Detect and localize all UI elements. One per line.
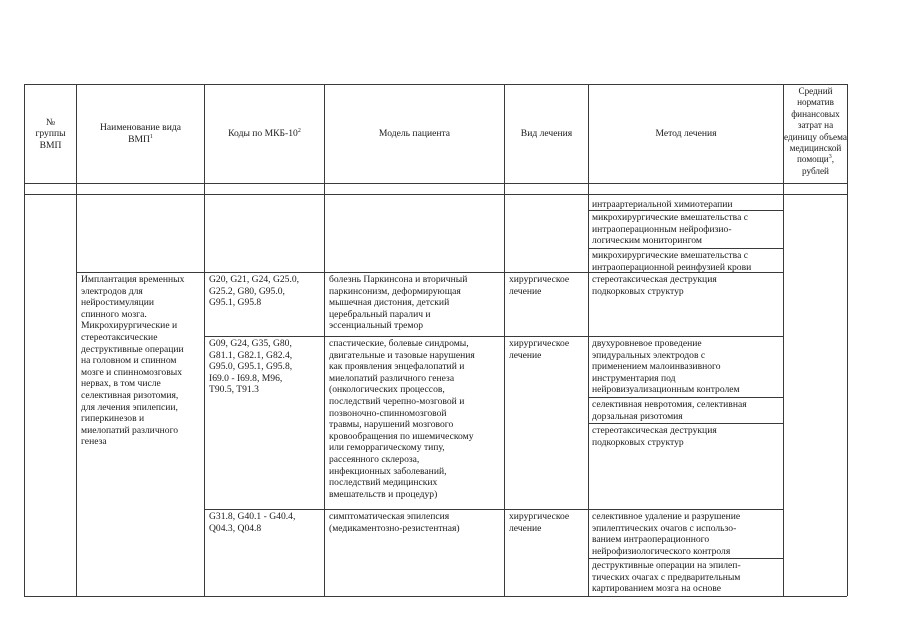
row-divider-group2 bbox=[204, 336, 783, 337]
icd-codes-cell: G20, G21, G24, G25.0, G25.2, G80, G95.0, G95.1, G95.8 bbox=[209, 274, 300, 309]
row-divider-group3 bbox=[204, 509, 783, 510]
table-bottom-border bbox=[24, 596, 847, 597]
method-cell: двухуровневое проведение эпидуральных электродов с применением малоинвазивного инструментария под нейровизуализационным контролем bbox=[592, 338, 740, 396]
header-treatment-type: Вид лечения bbox=[520, 128, 573, 140]
patient-model-cell: спастические, болевые синдромы, двигательные и тазовые нарушения как проявления энцефалопатий и миелопатий различного генеза (онкологических процессов, последствий черепно-мозговой и позвоночно-спинномозговой травмы, нарушений мозгового кровообращения по ишемическому или геморрагическому типу, рассеянного склероза, инфекционных заболеваний, последствий медицинских вмешательств и процедур) bbox=[329, 338, 475, 500]
patient-model-cell: симптоматическая эпилепсия (медикаментозно-резистентная) bbox=[329, 511, 460, 534]
method-cell: селективное удаление и разрушение эпилептических очагов с использо- ванием интраоперационного нейрофизиологического контроля bbox=[592, 511, 741, 557]
method-divider-g2-2 bbox=[588, 423, 783, 424]
method-cell: интраартериальной химиотерапии bbox=[592, 199, 733, 210]
method-cell: микрохирургические вмешательства с интраоперационным нейрофизио- логическим мониторингом bbox=[592, 212, 748, 247]
method-divider-top-2 bbox=[588, 248, 783, 249]
intervention-name-cell: Имплантация временных электродов для нейростимуляции спинного мозга. Микрохирургические и стереотаксические деструктивные операции на головном и спинном мозге и спинномозговых нервах, в том числе селективная ризотомия, для лечения эпилепсии, гиперкинезов и миелопатий различного генеза bbox=[81, 274, 185, 448]
header-icd-codes: Коды по МКБ-$10^2$ bbox=[228, 128, 301, 140]
method-cell: стереотаксическая деструкция подкорковых структур bbox=[592, 425, 717, 448]
col-border-7 bbox=[847, 84, 848, 596]
spacer-row-border bbox=[24, 194, 847, 195]
header-bottom-border bbox=[24, 183, 847, 184]
treatment-type-cell: хирургическое лечение bbox=[509, 511, 570, 534]
treatment-type-cell: хирургическое лечение bbox=[509, 274, 570, 297]
method-cell: стереотаксическая деструкция подкорковых структур bbox=[592, 274, 717, 297]
header-vmp-name: Наименование вида ВМП$^1$ bbox=[100, 122, 181, 145]
method-cell: деструктивные операции на эпилеп- тических очагах с предварительным картированием мозга на основе bbox=[592, 560, 741, 595]
method-divider-g3-1 bbox=[588, 558, 783, 559]
icd-codes-cell: G31.8, G40.1 - G40.4, Q04.3, Q04.8 bbox=[209, 511, 296, 534]
method-cell: селективная невротомия, селективная дорзальная ризотомия bbox=[592, 399, 747, 422]
method-divider-g2-1 bbox=[588, 397, 783, 398]
header-cost-standard: Средний норматив финансовых затрат на единицу объема медицинской помощи$^3$, рублей bbox=[784, 86, 847, 176]
header-group-number: № группы ВМП bbox=[35, 116, 66, 151]
icd-codes-cell: G09, G24, G35, G80, G81.1, G82.1, G82.4, G95.0, G95.1, G95.8, I69.0 - I69.8, M96, T90.5, T91.3 bbox=[209, 338, 293, 396]
header-patient-model: Модель пациента bbox=[378, 128, 451, 140]
treatment-type-cell: хирургическое лечение bbox=[509, 338, 570, 361]
header-treatment-method: Метод лечения bbox=[655, 128, 717, 140]
method-cell: микрохирургические вмешательства с интраоперационной реинфузией крови bbox=[592, 250, 752, 273]
patient-model-cell: болезнь Паркинсона и вторичный паркинсонизм, деформирующая мышечная дистония, детский церебральный паралич и эссенциальный тремор bbox=[329, 274, 468, 332]
